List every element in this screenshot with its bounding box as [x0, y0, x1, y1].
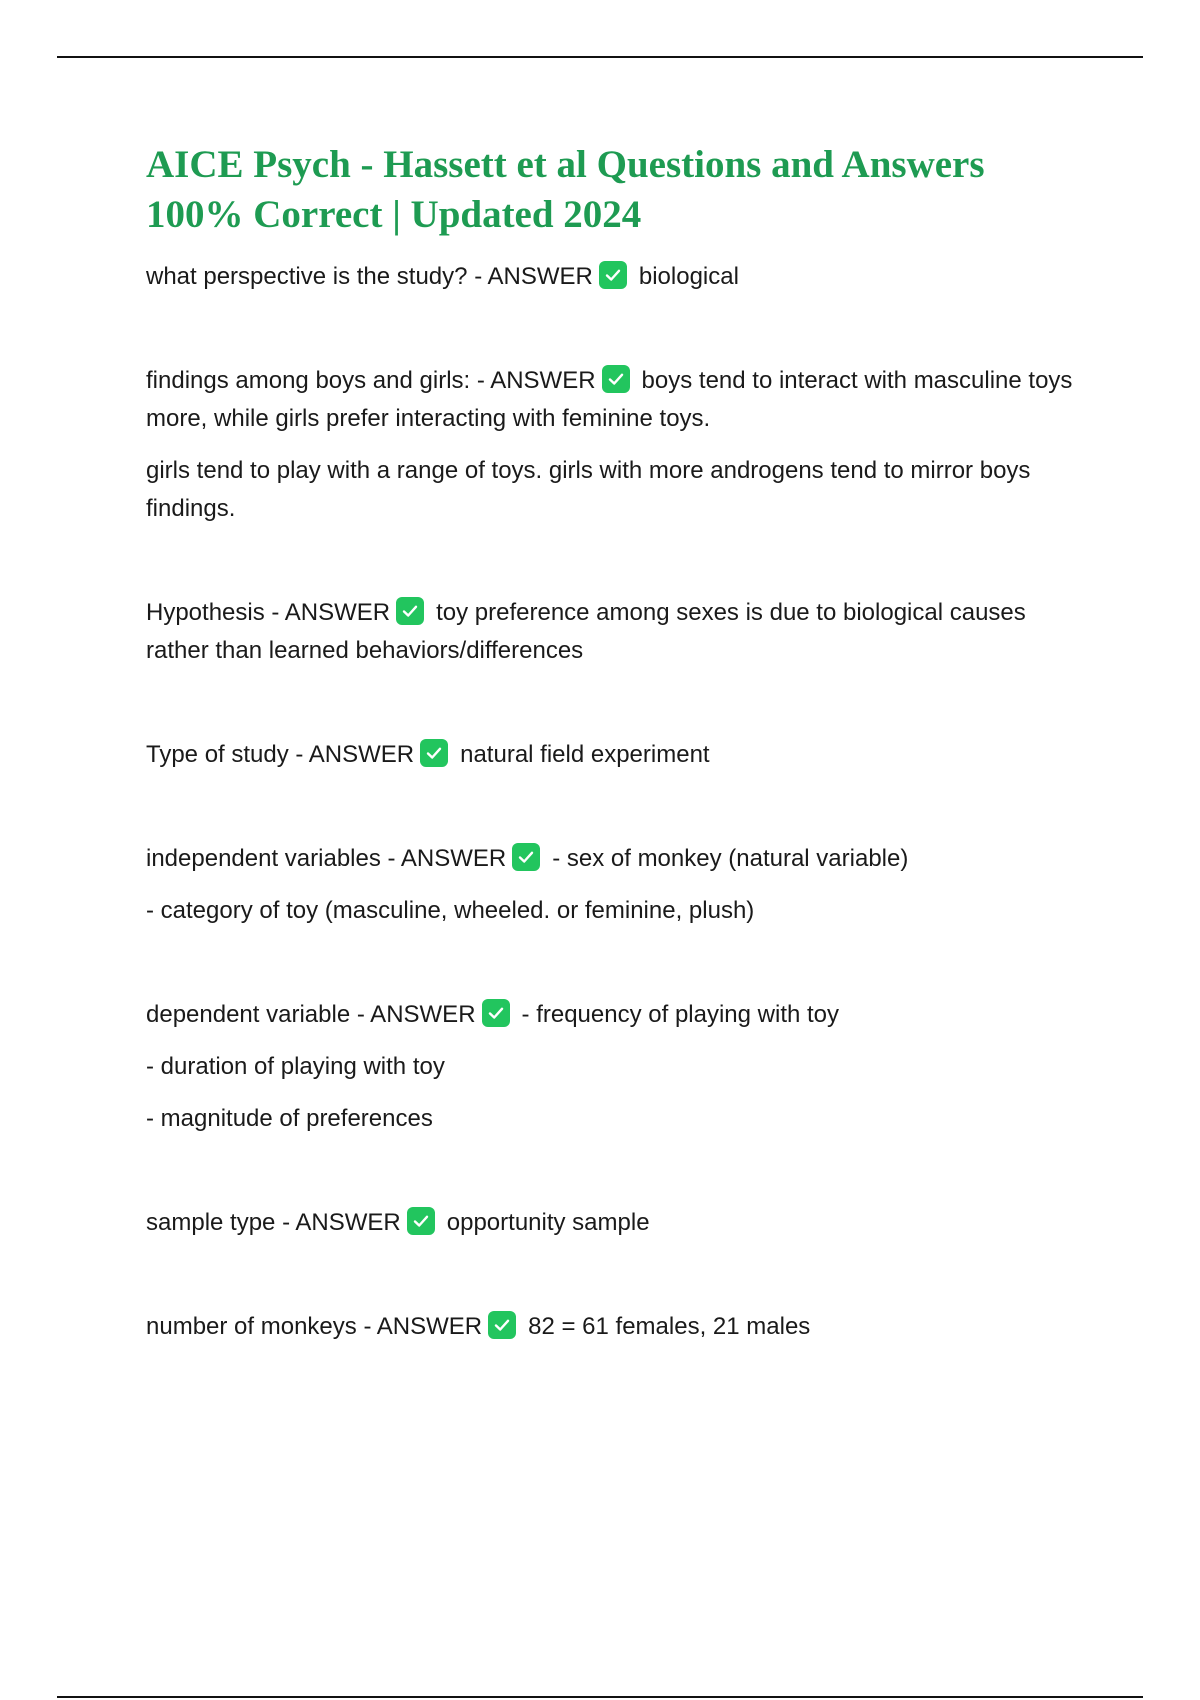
qa-item: [146, 736, 1086, 774]
question-text: Type of study: [146, 741, 289, 768]
answer-text: 82 = 61 females, 21 males: [528, 1313, 811, 1340]
qa-line: [146, 594, 1086, 670]
document-page: [146, 140, 1086, 1346]
answer-marker: - ANSWER: [282, 1209, 401, 1236]
question-text: Hypothesis: [146, 599, 265, 626]
question-text: number of monkeys: [146, 1313, 357, 1340]
answer-continuation: - magnitude of preferences: [146, 1105, 433, 1132]
qa-line: [146, 996, 1086, 1034]
answer-text: biological: [638, 263, 739, 290]
bottom-rule: [57, 1696, 1143, 1698]
qa-item: [146, 594, 1086, 670]
check-icon: [396, 597, 424, 625]
qa-item: [146, 362, 1086, 528]
answer-marker: - ANSWER: [476, 367, 596, 394]
answer-marker: - ANSWER: [387, 845, 507, 872]
qa-line: [146, 1204, 1086, 1242]
title-line-2: 100% Correct | Updated 2024: [146, 193, 642, 236]
check-icon: [488, 1311, 516, 1339]
answer-continuation: girls tend to play with a range of toys. girls with more androgens tend to mirror boys findings.: [146, 457, 1031, 522]
answer-marker: - ANSWER: [271, 599, 391, 626]
qa-line: [146, 840, 1086, 878]
answer-text: opportunity sample: [446, 1209, 650, 1236]
answer-text: boys tend to interact with masculine toys more, while girls prefer interacting with feminine toys.: [146, 367, 1073, 432]
qa-line: [146, 736, 1086, 774]
document-title: [146, 140, 1086, 240]
answer-marker: - ANSWER: [356, 1001, 476, 1028]
question-text: sample type: [146, 1209, 276, 1236]
answer-continuation: - category of toy (masculine, wheeled. or feminine, plush): [146, 897, 755, 924]
answer-continuation: - duration of playing with toy: [146, 1053, 445, 1080]
question-text: findings among boys and girls:: [146, 367, 471, 394]
check-icon: [420, 739, 448, 767]
check-icon: [512, 843, 540, 871]
qa-item: [146, 1204, 1086, 1242]
title-line-1: AICE Psych - Hassett et al Questions and Answers: [146, 143, 985, 186]
top-rule: [57, 56, 1143, 58]
answer-text: toy preference among sexes is due to biological causes rather than learned behaviors/differences: [146, 599, 1026, 664]
check-icon: [407, 1207, 435, 1235]
question-text: dependent variable: [146, 1001, 351, 1028]
check-icon: [599, 261, 627, 289]
answer-text: - sex of monkey (natural variable): [552, 845, 909, 872]
qa-line: [146, 1308, 1086, 1346]
qa-list: [146, 258, 1086, 1346]
answer-marker: - ANSWER: [474, 263, 593, 290]
answer-marker: - ANSWER: [295, 741, 415, 768]
question-text: what perspective is the study?: [146, 263, 468, 290]
qa-line: [146, 362, 1086, 438]
check-icon: [482, 999, 510, 1027]
answer-marker: - ANSWER: [363, 1313, 483, 1340]
qa-item: [146, 840, 1086, 930]
question-text: independent variables: [146, 845, 381, 872]
answer-text: - frequency of playing with toy: [521, 1001, 840, 1028]
qa-item: [146, 258, 1086, 296]
qa-line: [146, 258, 1086, 296]
qa-item: [146, 996, 1086, 1138]
qa-item: [146, 1308, 1086, 1346]
answer-text: natural field experiment: [460, 741, 710, 768]
check-icon: [602, 365, 630, 393]
